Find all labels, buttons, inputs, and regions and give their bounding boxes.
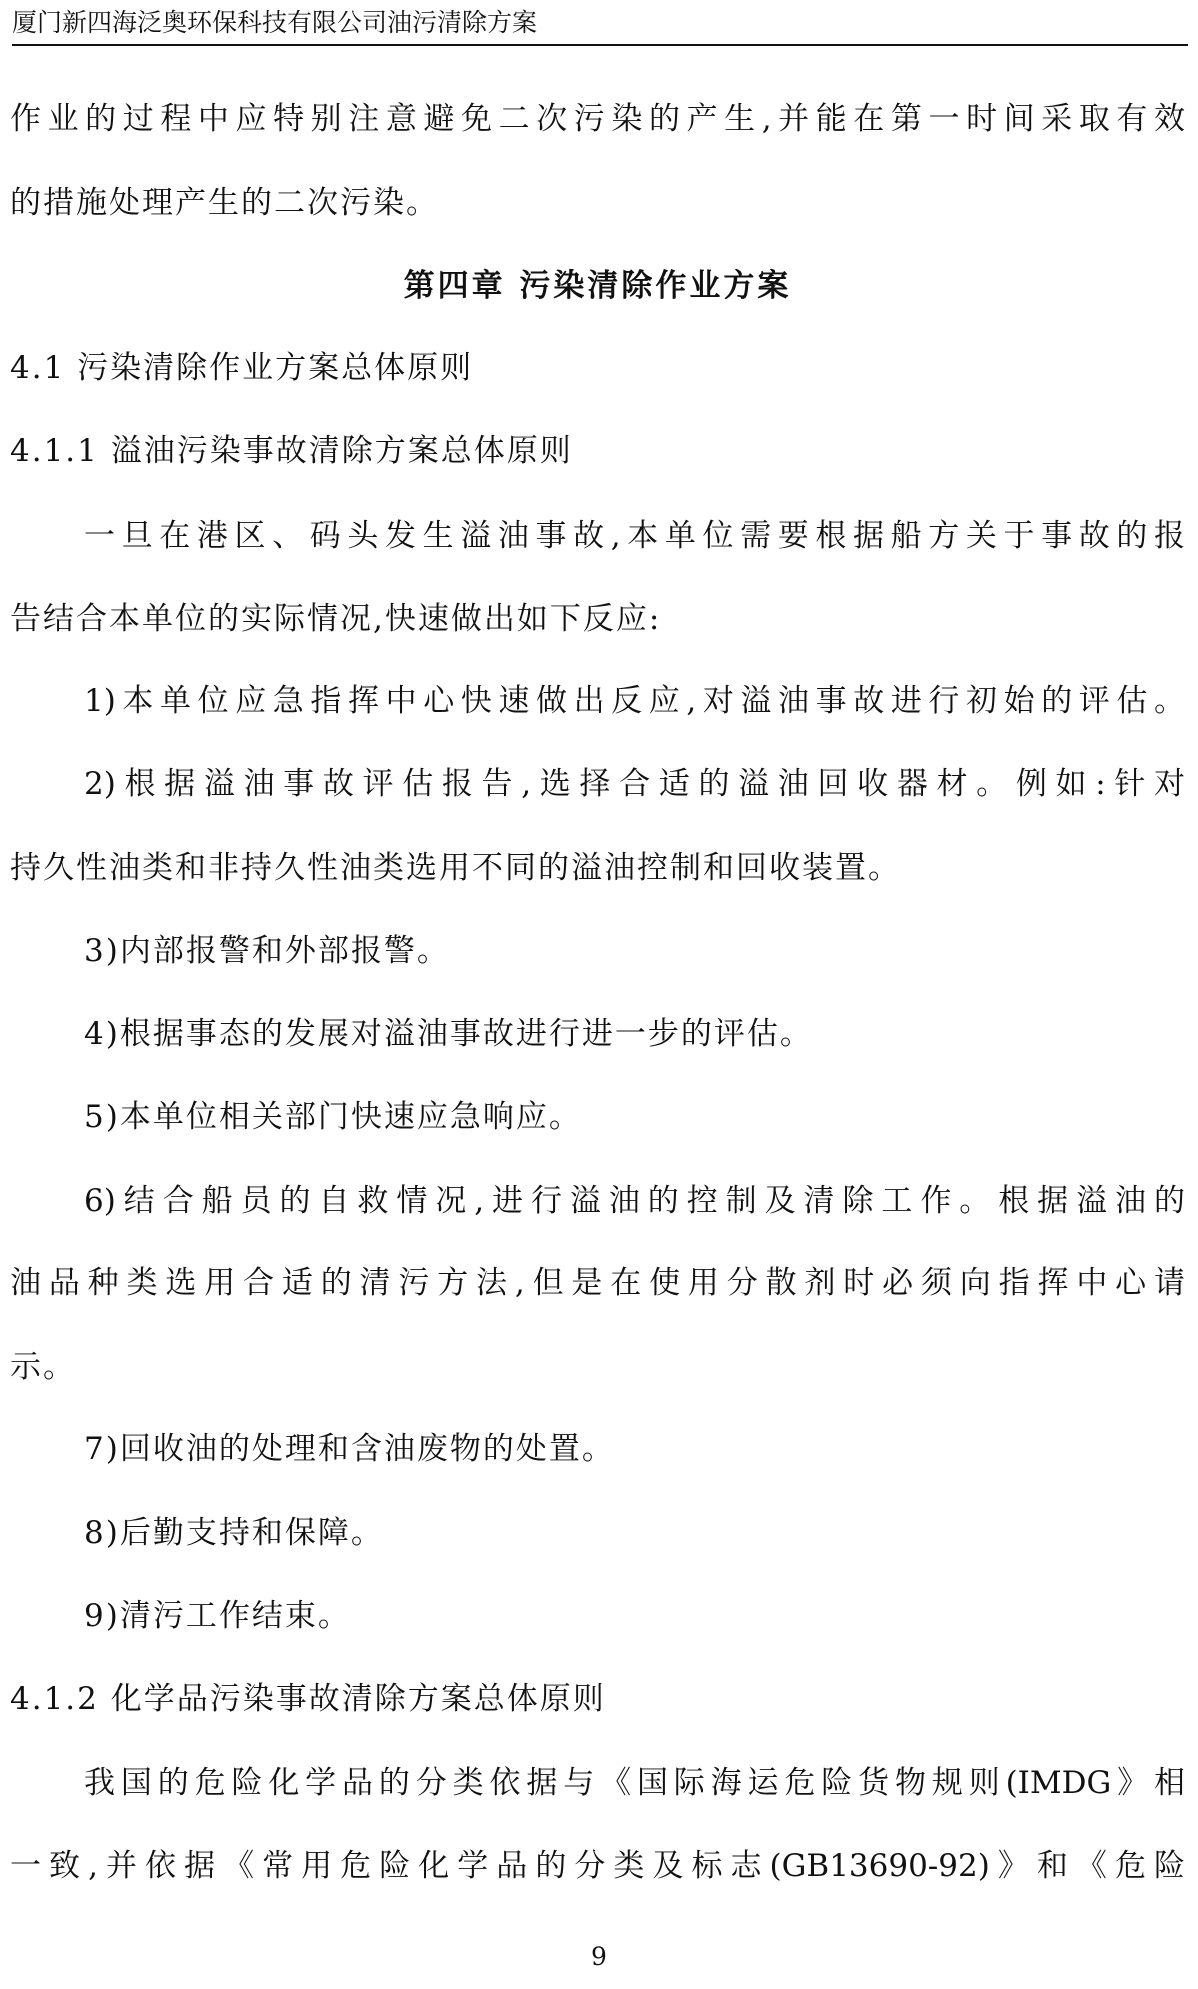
paragraph-line: 我国的危险化学品的分类依据与《国际海运危险货物规则(IMDG》相 [84, 1765, 1185, 1801]
list-item-continuation: 示。 [10, 1349, 76, 1385]
paragraph-line: 的措施处理产生的二次污染。 [10, 185, 439, 221]
subsection-heading: 4.1.2 化学品污染事故清除方案总体原则 [10, 1681, 606, 1717]
paragraph-line: 作业的过程中应特别注意避免二次污染的产生,并能在第一时间采取有效 [10, 101, 1185, 137]
list-item: 9)清污工作结束。 [84, 1598, 351, 1634]
list-item: 1)本单位应急指挥中心快速做出反应,对溢油事故进行初始的评估。 [84, 683, 1185, 719]
page-header [12, 6, 1188, 46]
chapter-heading: 第四章 污染清除作业方案 [403, 268, 792, 304]
page-number: 9 [591, 1942, 607, 1971]
list-item: 7)回收油的处理和含油废物的处置。 [84, 1431, 615, 1467]
list-item: 2)根据溢油事故评估报告,选择合适的溢油回收器材。例如:针对 [84, 766, 1185, 802]
list-item: 3)内部报警和外部报警。 [84, 933, 450, 969]
list-item: 5)本单位相关部门快速应急响应。 [84, 1099, 582, 1135]
list-item: 4)根据事态的发展对溢油事故进行进一步的评估。 [84, 1016, 813, 1052]
list-item-continuation: 油品种类选用合适的清污方法,但是在使用分散剂时必须向指挥中心请 [10, 1265, 1185, 1301]
subsection-heading: 4.1.1 溢油污染事故清除方案总体原则 [10, 433, 573, 469]
header-title: 厦门新四海泛奥环保科技有限公司油污清除方案 [12, 8, 538, 37]
list-item-continuation: 持久性油类和非持久性油类选用不同的溢油控制和回收装置。 [10, 850, 901, 886]
paragraph-line: 一致,并依据《常用危险化学品的分类及标志(GB13690-92)》和《危险 [10, 1848, 1185, 1884]
section-heading: 4.1 污染清除作业方案总体原则 [10, 350, 474, 386]
paragraph-line: 一旦在港区、码头发生溢油事故,本单位需要根据船方关于事故的报 [84, 518, 1185, 554]
paragraph-line: 告结合本单位的实际情况,快速做出如下反应: [10, 601, 662, 637]
list-item: 6)结合船员的自救情况,进行溢油的控制及清除工作。根据溢油的 [84, 1183, 1185, 1219]
list-item: 8)后勤支持和保障。 [84, 1515, 384, 1551]
